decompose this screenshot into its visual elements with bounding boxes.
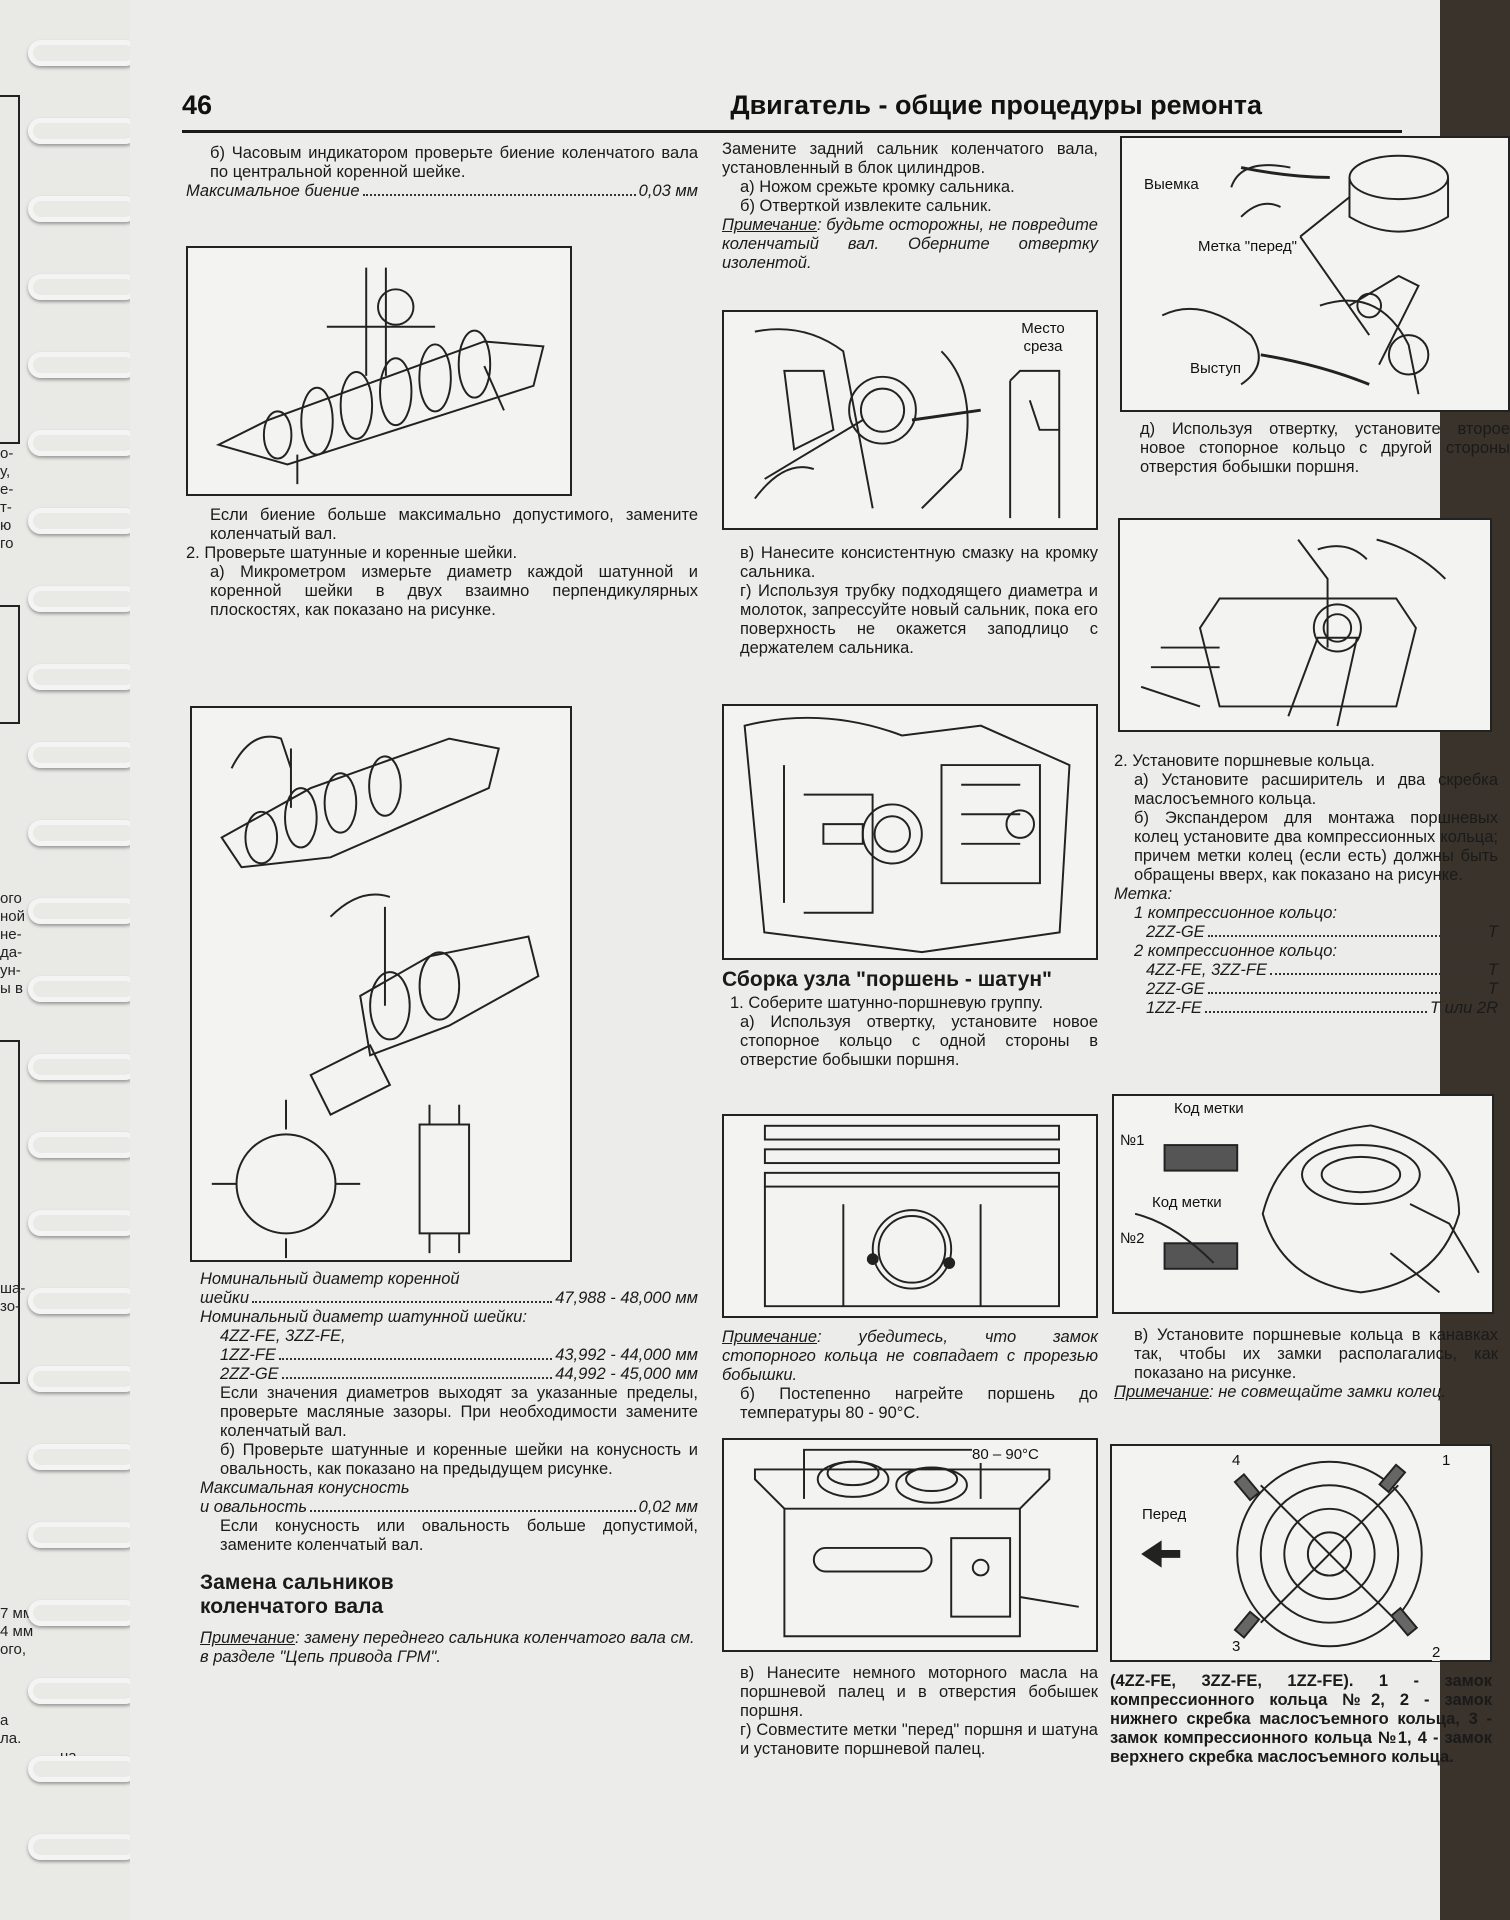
- journal-measure-figure: [190, 706, 572, 1262]
- note: Примечание: замену переднего сальника коленчатого вала см. в разделе "Цепь привода ГРМ".: [200, 1629, 695, 1666]
- piston-heating-figure: [722, 1438, 1098, 1652]
- paragraph: а) Ножом срежьте кромку сальника.: [740, 178, 1015, 196]
- binding-loop: [28, 1210, 138, 1238]
- manual-page: [130, 0, 1510, 1920]
- binding-loop: [28, 1054, 138, 1082]
- paragraph: б) Постепенно нагрейте поршень до температуры 80 - 90°С.: [740, 1385, 1098, 1422]
- mark-code-label: Код метки: [1152, 1194, 1222, 1211]
- paragraph: а) Микрометром измерьте диаметр каждой шатунной и коренной шейки в двух взаимно перпендикулярных плоскостях, как показано на рисунке.: [210, 563, 698, 619]
- column-1: [186, 144, 698, 201]
- paragraph: Если биение больше максимально допустимого, замените коленчатый вал.: [210, 506, 698, 543]
- note: Примечание: не совмещайте замки колец.: [1114, 1383, 1446, 1401]
- paragraph: б) Отверткой извлеките сальник.: [740, 197, 992, 215]
- prev-page-text: а ла. на: [0, 1712, 77, 1765]
- binding-loop: [28, 1522, 138, 1550]
- binding-loop: [28, 976, 138, 1004]
- front-mark-label: Метка "перед": [1198, 238, 1298, 255]
- ring2-spec-2: 2ZZ-GE T: [1146, 980, 1498, 998]
- spec-title: Номинальный диаметр шатунной шейки:: [200, 1308, 527, 1326]
- paragraph: 2. Установите поршневые кольца.: [1114, 752, 1375, 770]
- paragraph: Если значения диаметров выходят за указанные пределы, проверьте масляные зазоры. При необходимости замените коленчатый вал.: [220, 1384, 698, 1440]
- crankshaft-runout-figure: [186, 246, 572, 496]
- column-2-text-e: [722, 1664, 1098, 1759]
- spec-engines: 4ZZ-FE, 3ZZ-FE,: [220, 1327, 346, 1345]
- paragraph: в) Нанесите немного моторного масла на поршневой палец и в отверстия бобышек поршня.: [740, 1664, 1098, 1720]
- prev-page-text: ого ной не- да- ун- ы в: [0, 890, 26, 997]
- seal-install-figure: [722, 704, 1098, 960]
- paragraph: г) Используя трубку подходящего диаметра и молоток, запрессуйте новый сальник, пока его поверхность не окажется заподлицо с держателем сальника.: [740, 582, 1098, 657]
- binding-loop: [28, 352, 138, 380]
- ring-1-label: №1: [1120, 1132, 1145, 1149]
- spec-rod-journal-1: 1ZZ-FE 43,992 - 44,000 мм: [220, 1346, 698, 1364]
- gap-1-label: 1: [1442, 1452, 1451, 1469]
- paragraph: 1. Соберите шатунно-поршневую группу.: [730, 994, 1044, 1012]
- gap-2-label: 2: [1432, 1644, 1441, 1661]
- ring-2-label: №2: [1120, 1230, 1145, 1247]
- binding-loop: [28, 1444, 138, 1472]
- column-2-text: [722, 140, 1098, 273]
- binding-loop: [28, 196, 138, 224]
- gap-3-label: 3: [1232, 1638, 1241, 1655]
- ring2-spec-1: 4ZZ-FE, 3ZZ-FE T: [1146, 961, 1498, 979]
- note: Примечание: убедитесь, что замок стопорного кольца не совпадает с прорезью бобышки.: [722, 1328, 1098, 1384]
- binding-loop: [28, 430, 138, 458]
- ring1-spec: 2ZZ-GE T: [1146, 923, 1498, 941]
- prev-page-frame: [0, 1040, 20, 1384]
- paragraph: б) Экспандером для монтажа поршневых колец установите два компрессионных кольца; причем метки колец (если есть) должны быть обращены вверх, как показано на рисунке.: [1134, 809, 1498, 884]
- cut-location-label: Место среза: [1008, 320, 1078, 356]
- binding-loop: [28, 1834, 138, 1862]
- front-label: Перед: [1142, 1506, 1187, 1523]
- column-2-text-d: [722, 1328, 1098, 1423]
- column-2-text-b: [722, 544, 1098, 658]
- column-3-caption: [1110, 1672, 1492, 1767]
- binding-loop: [28, 274, 138, 302]
- ring-gap-positions-figure: [1110, 1444, 1492, 1662]
- binding-loop: [28, 664, 138, 692]
- binding-loop: [28, 1366, 138, 1394]
- notch-label: Выемка: [1144, 176, 1199, 193]
- binding-loop: [28, 508, 138, 536]
- piston-snapring-figure: [722, 1114, 1098, 1318]
- binding-loop: [28, 1678, 138, 1706]
- paragraph: а) Используя отвертку, установите новое стопорное кольцо с одной стороны в отверстие бобышки поршня.: [740, 1013, 1098, 1069]
- prev-page-frame: [0, 95, 20, 444]
- prev-page-text: 7 мм 4 мм ого,: [0, 1605, 34, 1658]
- prev-page-text: о- у, е- т- ю го: [0, 445, 14, 552]
- note: Примечание: будьте осторожны, не повредите коленчатый вал. Оберните отвертку изолентой.: [722, 216, 1098, 272]
- paragraph: 2. Проверьте шатунные и коренные шейки.: [186, 544, 518, 562]
- paragraph: б) Часовым индикатором проверьте биение коленчатого вала по центральной коренной шейке.: [210, 144, 698, 181]
- paragraph: д) Используя отвертку, установите второе новое стопорное кольцо с другой стороны отверстия бобышки поршня.: [1140, 420, 1510, 476]
- column-3-text-c: [1114, 1326, 1498, 1402]
- spec-rod-journal-2: 2ZZ-GE 44,992 - 45,000 мм: [220, 1365, 698, 1383]
- snapring-install-figure: [1118, 518, 1492, 732]
- column-1b: [186, 506, 698, 620]
- page-number: 46: [182, 90, 213, 120]
- seal-removal-figure: [722, 310, 1098, 530]
- binding-loop: [28, 1132, 138, 1160]
- gap-4-label: 4: [1232, 1452, 1241, 1469]
- paragraph: а) Установите расширитель и два скребка маслосъемного кольца.: [1134, 771, 1498, 808]
- prev-page-text: ша- зо-: [0, 1280, 26, 1315]
- spec-title: Максимальная конусность: [200, 1479, 410, 1497]
- column-2-text-c: [722, 968, 1098, 1070]
- section-heading: Сборка узла "поршень - шатун": [722, 968, 1053, 991]
- paragraph: г) Совместите метки "перед" поршня и шатуна и установите поршневой палец.: [740, 1721, 1098, 1758]
- column-1c: [200, 1270, 698, 1667]
- section-heading: Замена сальников коленчатого вала: [200, 1571, 394, 1618]
- spec-main-journal: шейки 47,988 - 48,000 мм: [200, 1289, 698, 1307]
- binding-loop: [28, 820, 138, 848]
- paragraph: б) Проверьте шатунные и коренные шейки на конусность и овальность, как показано на предыдущем рисунке.: [220, 1441, 698, 1478]
- prev-page-frame: [0, 605, 20, 724]
- boss-label: Выступ: [1190, 360, 1241, 377]
- paragraph: Если конусность или овальность больше допустимой, замените коленчатый вал.: [220, 1517, 698, 1554]
- paragraph: в) Установите поршневые кольца в канавках так, чтобы их замки располагались, как показано на рисунке.: [1134, 1326, 1498, 1382]
- binding-loop: [28, 742, 138, 770]
- piston-rod-marks-figure: [1120, 136, 1510, 412]
- binding-loop: [28, 586, 138, 614]
- binding-loop: [28, 40, 138, 68]
- column-3-text-b: [1114, 752, 1498, 1018]
- spec-max-runout: Максимальное биение 0,03 мм: [186, 182, 698, 200]
- spec-taper: и овальность 0,02 мм: [200, 1498, 698, 1516]
- column-3-text: [1120, 420, 1510, 477]
- ring-marks-figure: [1112, 1094, 1494, 1314]
- figure-caption: (4ZZ-FE, 3ZZ-FE, 1ZZ-FE). 1 - замок компрессионного кольца №2, 2 - замок нижнего скребка маслосъемного кольца, 3 - замок компрессионного кольца №1, 4 - замок верхнего скребка маслосъемного кольца.: [1110, 1672, 1492, 1766]
- binding-loop: [28, 118, 138, 146]
- binding-loop: [28, 1756, 138, 1784]
- ring-title: 2 компрессионное кольцо:: [1134, 942, 1338, 960]
- page-header: [182, 90, 1402, 133]
- page-title: Двигатель - общие процедуры ремонта: [730, 90, 1262, 120]
- temperature-label: 80 – 90°С: [972, 1446, 1039, 1463]
- binding-loop: [28, 898, 138, 926]
- mark-code-label: Код метки: [1174, 1100, 1244, 1117]
- ring2-spec-3: 1ZZ-FE T или 2R: [1146, 999, 1498, 1017]
- ring-title: 1 компрессионное кольцо:: [1134, 904, 1338, 922]
- marks-title: Метка:: [1114, 885, 1173, 903]
- binding-loop: [28, 1288, 138, 1316]
- binding-loop: [28, 1600, 138, 1628]
- paragraph: Замените задний сальник коленчатого вала, установленный в блок цилиндров.: [722, 140, 1098, 177]
- paragraph: в) Нанесите консистентную смазку на кромку сальника.: [740, 544, 1098, 581]
- spec-title: Номинальный диаметр коренной: [200, 1270, 460, 1288]
